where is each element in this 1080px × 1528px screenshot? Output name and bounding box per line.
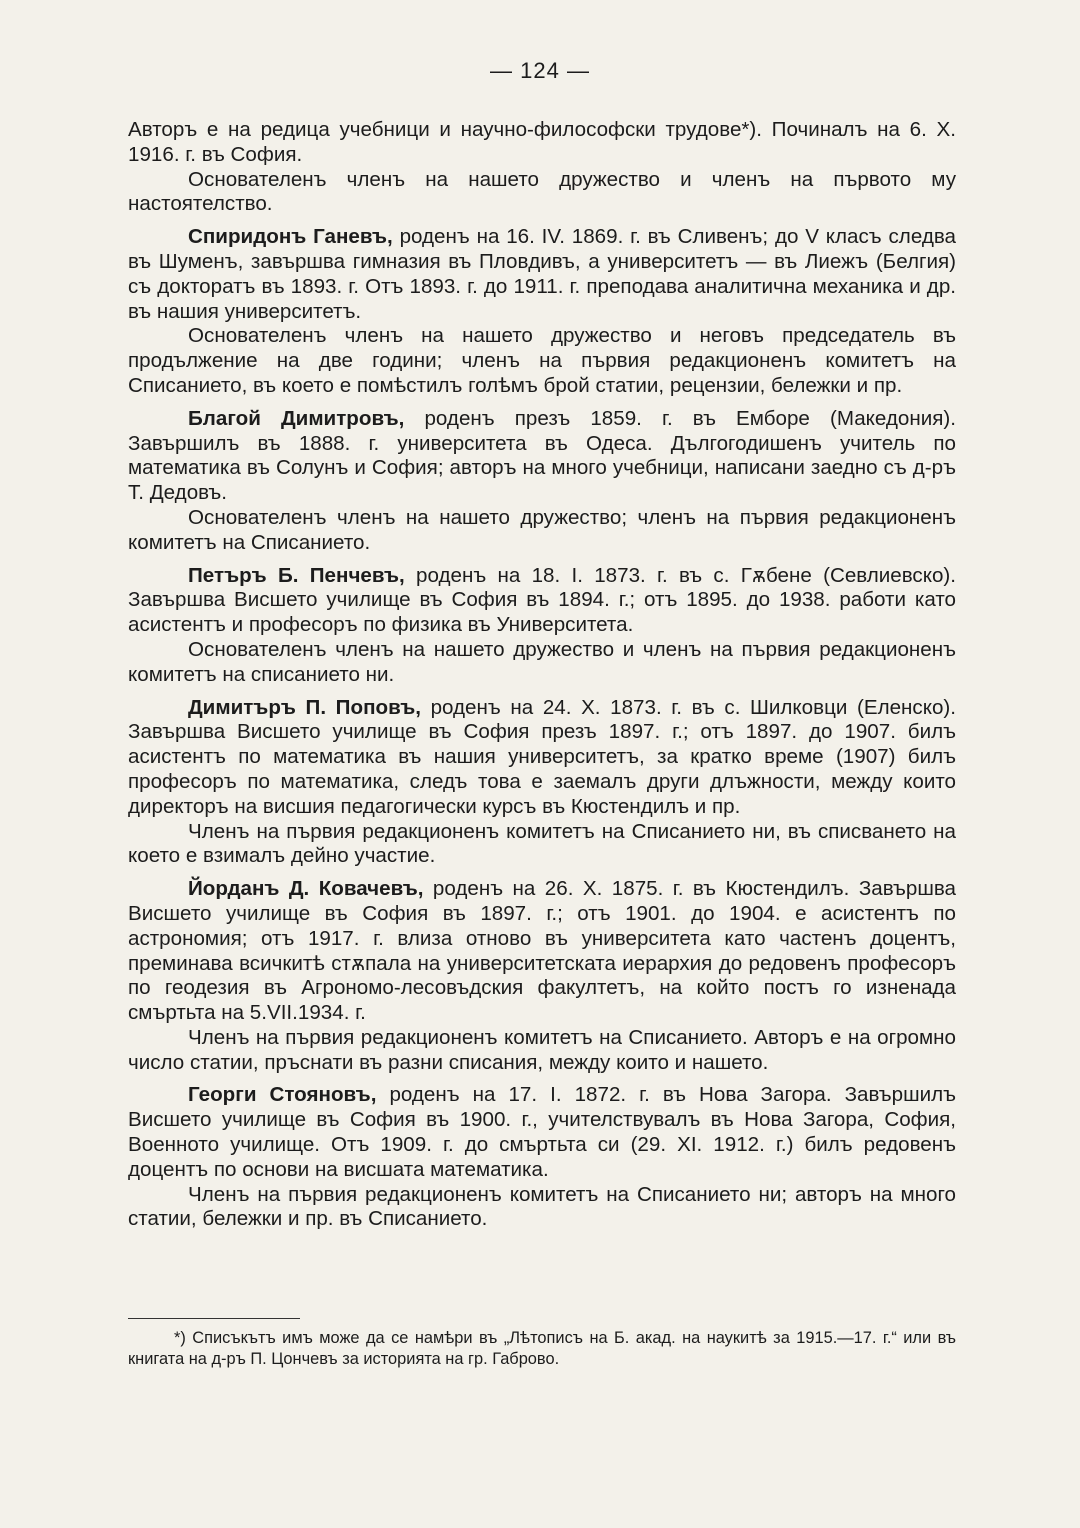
person-name: Йорданъ Д. Ковачевъ, (188, 877, 424, 901)
person-name: Петъръ Б. Пенчевъ, (188, 563, 405, 587)
person-biography: роденъ на 17. I. 1872. г. въ Нова Загора. Завършилъ Висшето училище въ София въ 1900. г., учителствувалъ въ Нова Загора, София, Военното училище. Отъ 1909. г. до смъртьта си (29. XI. 1912. г.) билъ редовенъ доцентъ по основи на висшата математика. (128, 1083, 956, 1181)
biography-entry (128, 696, 956, 820)
membership-note: Основателенъ членъ на нашето дружество и неговъ председатель въ продължение на две години; членъ на първия редакционенъ комитетъ на Списанието, въ което е помѣстилъ голѣмъ брой статии, рецензии, бележки и пр. (128, 324, 956, 397)
person-biography: роденъ на 16. IV. 1869. г. въ Сливенъ; до V класъ следва въ Шуменъ, завършва гимназия въ Пловдивъ, а университетъ — въ Лиежъ (Белгия) съ докторатъ въ 1893. г. Отъ 1893. г. до 1911. г. преподава аналитична механика и др. въ нашия университетъ. (128, 225, 956, 323)
membership-note: Основателенъ членъ на нашето дружество; членъ на първия редакционенъ комитетъ на Списанието. (128, 505, 956, 554)
person-name: Георги Стояновъ, (188, 1083, 377, 1107)
person-biography: роденъ презъ 1859. г. въ Емборе (Македония). Завършилъ въ 1888. г. университета въ Одеса. Дългогодишенъ учитель по математика въ Солунъ и София; авторъ на много учебници, написани заедно съ д-ръ Т. Дедовъ. (128, 406, 956, 505)
biography-entry (128, 225, 956, 324)
page-number: — 124 — (490, 58, 590, 83)
body-text (128, 118, 956, 1232)
biography-entry (128, 1083, 956, 1182)
person-name: Димитъръ П. Поповъ, (188, 695, 421, 719)
membership-note: Членъ на първия редакционенъ комитетъ на Списанието. Авторъ е на огромно число статии, пръснати въ разни списания, между които и нашето. (128, 1025, 956, 1074)
person-name: Спиридонъ Ганевъ, (188, 225, 393, 249)
biography-entry (128, 877, 956, 1026)
membership-note: Основателенъ членъ на нашето дружество и членъ на първия редакционенъ комитетъ на списанието ни. (128, 637, 956, 686)
membership-note: Членъ на първия редакционенъ комитетъ на Списанието ни; авторъ на много статии, бележки и пр. въ Списанието. (128, 1182, 956, 1231)
membership-note: Членъ на първия редакционенъ комитетъ на Списанието ни, въ списването на което е взималъ дейно участие. (128, 819, 956, 868)
biography-entry (128, 564, 956, 638)
intro-membership-note: Основателенъ членъ на нашето дружество и членъ на първото му настоятелство. (128, 167, 956, 216)
biography-entry (128, 407, 956, 506)
person-biography: роденъ на 18. I. 1873. г. въ с. Гѫбене (Севлиевско). Завършва Висшето училище въ София въ 1894. г.; отъ 1895. до 1938. работи като асистентъ и професоръ по физика въ Университета. (128, 563, 956, 637)
footnote (128, 1328, 956, 1370)
intro-paragraph: Авторъ е на редица учебници и научно-философски трудове*). Починалъ на 6. X. 1916. г. въ София. (128, 118, 956, 166)
footnote-divider (128, 1318, 300, 1319)
person-name: Благой Димитровъ, (188, 406, 405, 430)
person-biography: роденъ на 24. X. 1873. г. въ с. Шилковци (Еленско). Завършва Висшето училище въ София презъ 1897. г.; отъ 1897. до 1907. билъ асистентъ по математика въ нашия университетъ, за кратко време (1907) билъ професоръ по математика, следъ това е заемалъ други длъжности, между които директоръ на висшия педагогически курсъ въ Кюстендилъ и пр. (128, 695, 956, 818)
person-biography: роденъ на 26. X. 1875. г. въ Кюстендилъ. Завършва Висшето училище въ София въ 1897. г.; отъ 1901. до 1904. е асистентъ по астрономия; отъ 1917. г. влиза отново въ университета като частенъ доцентъ, преминава всичкитѣ стѫпала на университетската иерархия до редовенъ професоръ по геодезия въ Агрономо-лесовъдския факултетъ, на който постъ го изненада смъртьта на 5.VII.1934. г. (128, 877, 956, 1025)
footnote-text: *) Списъкътъ имъ може да се намѣри въ „Лѣтописъ на Б. акад. на наукитѣ за 1915.—17. г.“ или въ книгата на д-ръ П. Цончевъ за историята на гр. Габрово. (128, 1329, 956, 1368)
